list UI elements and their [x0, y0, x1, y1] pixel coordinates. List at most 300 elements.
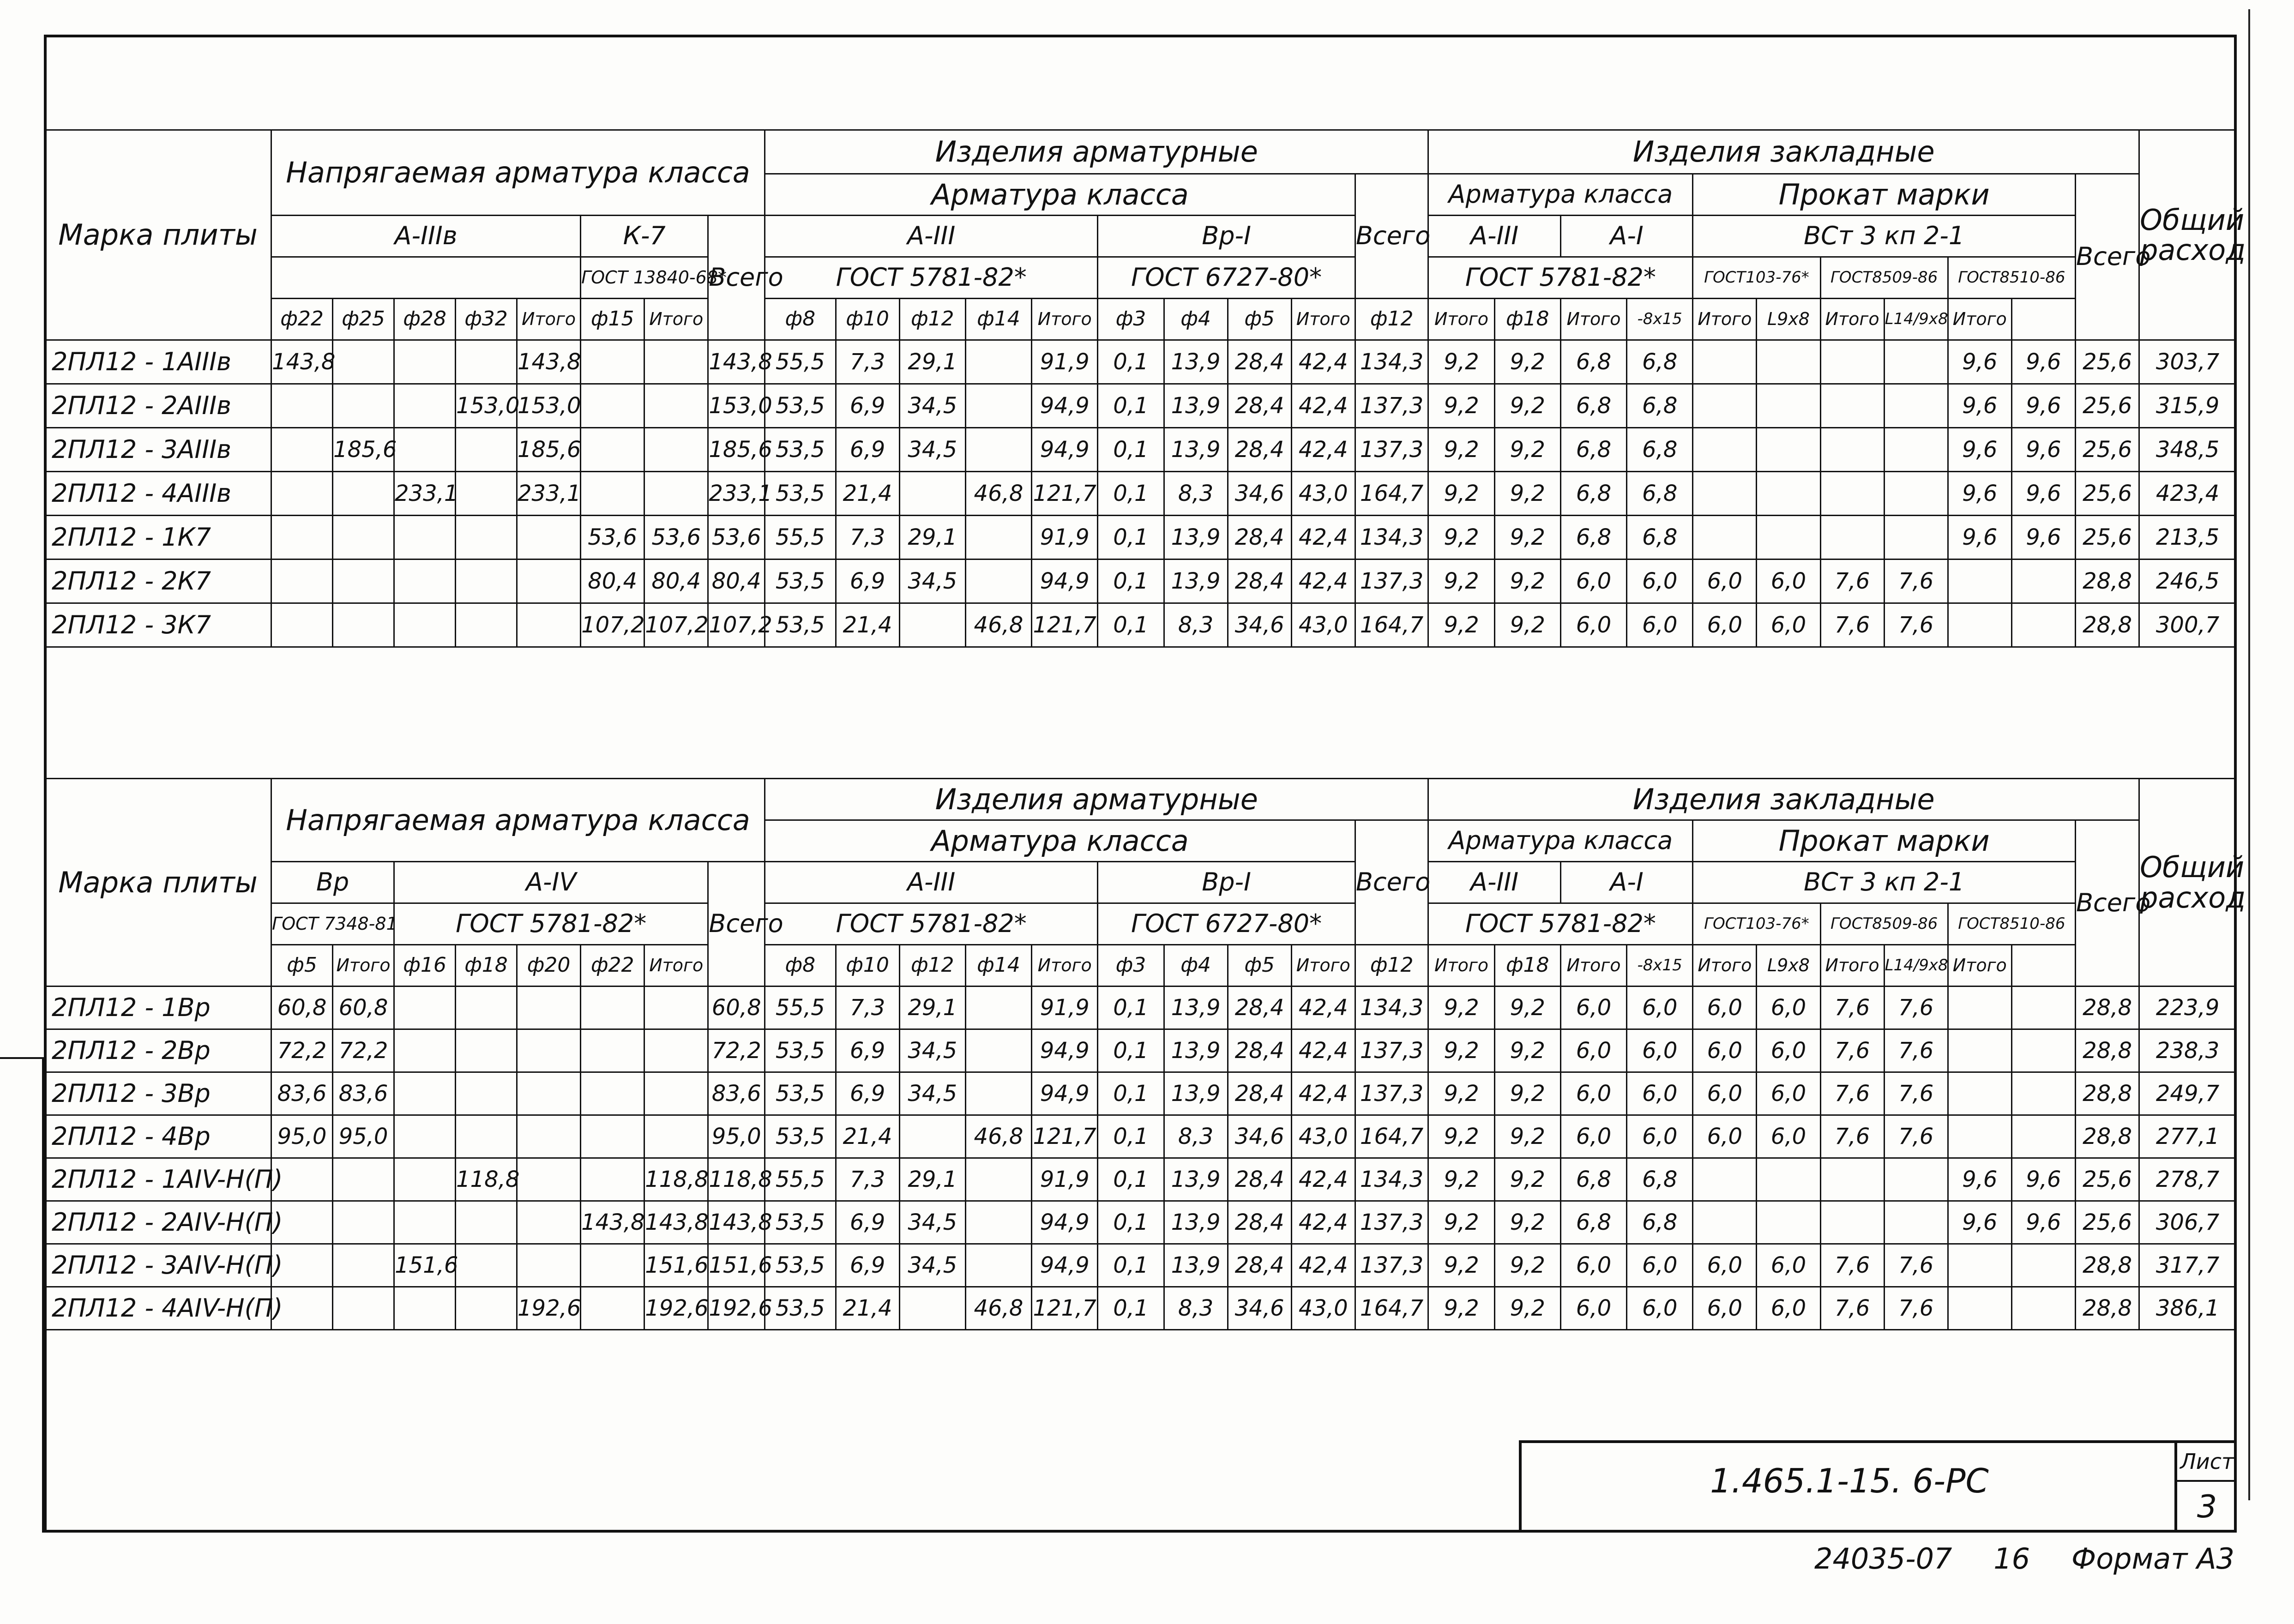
- table-cell: 151,6: [708, 1244, 765, 1287]
- table-cell: 118,8: [708, 1158, 765, 1201]
- class-a3: А-III: [765, 862, 1098, 903]
- sub-header: ф12: [899, 945, 965, 986]
- table-cell: 9,2: [1428, 472, 1494, 516]
- table-cell: 13,9: [1164, 1029, 1228, 1072]
- table-cell: [1693, 472, 1757, 516]
- table-cell: 91,9: [1032, 516, 1098, 559]
- table-cell: 83,6: [333, 1072, 394, 1115]
- table-cell: 6,8: [1627, 340, 1693, 384]
- table-cell: 6,8: [1560, 1201, 1626, 1244]
- table-row: [45, 1201, 2236, 1244]
- table-cell: 7,3: [836, 516, 899, 559]
- table-cell: 25,6: [2075, 1201, 2139, 1244]
- table-cell: [1948, 1244, 2011, 1287]
- class-a3: А-III: [765, 216, 1098, 257]
- table-cell: 6,8: [1560, 472, 1626, 516]
- table-cell: 8,3: [1164, 472, 1228, 516]
- rolled-gost-1: ГОСТ103-76*: [1693, 903, 1820, 945]
- sub-header: Итого: [1032, 299, 1098, 340]
- table-row: [45, 516, 2236, 559]
- table-cell: 9,6: [1948, 384, 2011, 428]
- gost-bp: ГОСТ 7348-81: [271, 903, 394, 945]
- table-cell: [333, 603, 394, 647]
- table-cell: 9,2: [1428, 1158, 1494, 1201]
- table-cell: 9,2: [1428, 1287, 1494, 1330]
- table-cell: 6,0: [1693, 1029, 1757, 1072]
- table-cell: 95,0: [333, 1115, 394, 1158]
- table-cell: 121,7: [1032, 603, 1098, 647]
- table-cell: [965, 1158, 1031, 1201]
- mark-header: Марка плиты: [45, 779, 271, 986]
- table-cell: [899, 472, 965, 516]
- class-bp1: Вр-I: [1098, 862, 1355, 903]
- table-cell: 7,6: [1884, 1287, 1948, 1330]
- table-cell: [456, 986, 517, 1029]
- table-cell: 95,0: [708, 1115, 765, 1158]
- table-cell: [644, 1072, 708, 1115]
- table-cell: [644, 986, 708, 1029]
- gost-a4: ГОСТ 5781-82*: [394, 903, 708, 945]
- gost-a3: ГОСТ 5781-82*: [765, 903, 1098, 945]
- table-cell: 7,3: [836, 986, 899, 1029]
- table-cell: 6,9: [836, 1029, 899, 1072]
- table-cell: 6,0: [1757, 603, 1820, 647]
- table-cell: 34,5: [899, 559, 965, 603]
- class-a4: А-IV: [394, 862, 708, 903]
- table-cell: 9,2: [1494, 1029, 1560, 1072]
- arm-all-header: Всего: [1355, 174, 1428, 299]
- table-cell: 9,6: [2011, 384, 2075, 428]
- table-cell: 80,4: [644, 559, 708, 603]
- gost-bp1: ГОСТ 6727-80*: [1098, 257, 1355, 299]
- table-cell: 249,7: [2139, 1072, 2236, 1115]
- embedded-header: Изделия закладные: [1428, 130, 2139, 174]
- table-cell: 6,8: [1627, 1158, 1693, 1201]
- table-cell: 53,5: [765, 1115, 836, 1158]
- sub-header: Итого: [1428, 299, 1494, 340]
- table-cell: [333, 472, 394, 516]
- table-cell: 6,9: [836, 428, 899, 472]
- table-cell: 0,1: [1098, 1029, 1164, 1072]
- table-cell: 9,2: [1428, 559, 1494, 603]
- sub-header: Итого: [644, 299, 708, 340]
- table-cell: 28,4: [1228, 516, 1291, 559]
- table-cell: 53,5: [765, 1029, 836, 1072]
- table-cell: 118,8: [644, 1158, 708, 1201]
- table-cell: 53,6: [644, 516, 708, 559]
- table-cell: 25,6: [2075, 472, 2139, 516]
- table-cell: [581, 986, 644, 1029]
- table-cell: [965, 384, 1031, 428]
- table-cell: [1948, 1029, 2011, 1072]
- table-cell: 9,2: [1494, 1158, 1560, 1201]
- table-cell: 13,9: [1164, 384, 1228, 428]
- table-cell: 6,0: [1693, 1072, 1757, 1115]
- table-cell: 46,8: [965, 1115, 1031, 1158]
- emb-a1: А-I: [1560, 216, 1692, 257]
- table-cell: 7,6: [1884, 1244, 1948, 1287]
- table-cell: [644, 384, 708, 428]
- table-cell: [644, 472, 708, 516]
- table-cell: 233,1: [517, 472, 580, 516]
- table-cell: [394, 384, 456, 428]
- table-cell: 164,7: [1355, 1115, 1428, 1158]
- table-cell: 143,8: [517, 340, 580, 384]
- sub-header: Итого: [1428, 945, 1494, 986]
- table-cell: [1820, 1201, 1884, 1244]
- plate-mark: 2ПЛ12 - 1Вр: [45, 986, 271, 1029]
- sub-header: ф28: [394, 299, 456, 340]
- table-cell: 6,0: [1693, 1244, 1757, 1287]
- table-cell: 6,0: [1693, 559, 1757, 603]
- emb-gost: ГОСТ 5781-82*: [1428, 257, 1693, 299]
- table-cell: 121,7: [1032, 1287, 1098, 1330]
- table-cell: 6,0: [1757, 986, 1820, 1029]
- table-cell: [517, 1072, 580, 1115]
- table-cell: [1884, 340, 1948, 384]
- class-k7: К-7: [581, 216, 708, 257]
- plate-mark: 2ПЛ12 - 4Вр: [45, 1115, 271, 1158]
- table-cell: [394, 1072, 456, 1115]
- order-number: 24035-07: [1814, 1542, 1952, 1576]
- table-cell: [271, 428, 333, 472]
- table-cell: [965, 1201, 1031, 1244]
- table-cell: 43,0: [1291, 603, 1355, 647]
- table-cell: [1884, 472, 1948, 516]
- table-cell: 28,4: [1228, 1201, 1291, 1244]
- table-cell: 53,6: [581, 516, 644, 559]
- table-cell: [899, 1287, 965, 1330]
- table-cell: 80,4: [581, 559, 644, 603]
- table-cell: [1693, 428, 1757, 472]
- table-cell: 9,2: [1428, 603, 1494, 647]
- table-cell: 53,5: [765, 559, 836, 603]
- table-cell: 60,8: [333, 986, 394, 1029]
- emb-all-header: Всего: [2075, 174, 2139, 340]
- table-cell: 34,5: [899, 1201, 965, 1244]
- sub-header: ф5: [1228, 945, 1291, 986]
- table-cell: 134,3: [1355, 516, 1428, 559]
- table-cell: 91,9: [1032, 340, 1098, 384]
- table-cell: [1948, 1072, 2011, 1115]
- table-cell: 6,0: [1560, 1115, 1626, 1158]
- table-cell: [965, 1029, 1031, 1072]
- sub-header: Итого: [1693, 945, 1757, 986]
- sub-header: Итого: [1820, 299, 1884, 340]
- table-cell: [965, 340, 1031, 384]
- edge-mark: [2248, 9, 2250, 1500]
- table-cell: 60,8: [708, 986, 765, 1029]
- table-cell: 0,1: [1098, 986, 1164, 1029]
- table-cell: 7,6: [1820, 986, 1884, 1029]
- table-cell: [581, 1244, 644, 1287]
- table-cell: 315,9: [2139, 384, 2236, 428]
- table-cell: [333, 559, 394, 603]
- table-cell: 9,2: [1494, 516, 1560, 559]
- table-cell: [333, 1287, 394, 1330]
- plate-mark: 2ПЛ12 - 4АIV-Н(П): [45, 1287, 271, 1330]
- table-cell: 28,4: [1228, 1158, 1291, 1201]
- table-cell: 6,0: [1560, 1287, 1626, 1330]
- table-cell: 7,6: [1820, 603, 1884, 647]
- sub-header: L14/9х8: [1884, 945, 1948, 986]
- table-cell: 6,8: [1627, 428, 1693, 472]
- table-cell: 9,6: [2011, 1201, 2075, 1244]
- table-cell: 21,4: [836, 603, 899, 647]
- table-cell: 233,1: [394, 472, 456, 516]
- table-cell: 107,2: [581, 603, 644, 647]
- table-cell: 7,6: [1820, 1029, 1884, 1072]
- table-cell: 6,8: [1560, 1158, 1626, 1201]
- sub-header: ф25: [333, 299, 394, 340]
- table-cell: 13,9: [1164, 340, 1228, 384]
- table-cell: 164,7: [1355, 1287, 1428, 1330]
- prestressed-all-header: Всего: [708, 216, 765, 340]
- table-cell: [965, 428, 1031, 472]
- table-cell: 0,1: [1098, 428, 1164, 472]
- table-cell: 6,0: [1560, 1072, 1626, 1115]
- sub-header: Итого: [1948, 299, 2011, 340]
- table-row: [45, 559, 2236, 603]
- table-cell: 28,8: [2075, 986, 2139, 1029]
- sub-header: Итого: [1560, 945, 1626, 986]
- table-cell: 53,5: [765, 603, 836, 647]
- rolled-steel: ВСт 3 кп 2-1: [1693, 216, 2076, 257]
- table-cell: [333, 384, 394, 428]
- sub-header: ф18: [456, 945, 517, 986]
- table-cell: 42,4: [1291, 1244, 1355, 1287]
- table-cell: 0,1: [1098, 340, 1164, 384]
- table-cell: [1693, 1201, 1757, 1244]
- table-cell: 42,4: [1291, 384, 1355, 428]
- table-cell: 13,9: [1164, 986, 1228, 1029]
- table-cell: 94,9: [1032, 1201, 1098, 1244]
- table-cell: [644, 1029, 708, 1072]
- table-cell: 153,0: [517, 384, 580, 428]
- sub-header: ф8: [765, 299, 836, 340]
- table-cell: 9,2: [1428, 1029, 1494, 1072]
- table-cell: 9,2: [1494, 559, 1560, 603]
- table-cell: 6,0: [1757, 1244, 1820, 1287]
- table-cell: [2011, 1244, 2075, 1287]
- table-row: [45, 1115, 2236, 1158]
- table-row: [45, 1158, 2236, 1201]
- table-cell: [644, 340, 708, 384]
- table-cell: [394, 516, 456, 559]
- sub-header: ф18: [1494, 945, 1560, 986]
- table-cell: 13,9: [1164, 1072, 1228, 1115]
- sub-header: ф10: [836, 299, 899, 340]
- table-cell: 42,4: [1291, 1158, 1355, 1201]
- table-cell: [394, 603, 456, 647]
- table-cell: 238,3: [2139, 1029, 2236, 1072]
- table-cell: 42,4: [1291, 1072, 1355, 1115]
- table-cell: [581, 1115, 644, 1158]
- table-cell: 9,2: [1494, 1115, 1560, 1158]
- table-cell: 6,0: [1757, 1287, 1820, 1330]
- table-cell: 0,1: [1098, 1244, 1164, 1287]
- sub-header: ф4: [1164, 299, 1228, 340]
- table-cell: 28,4: [1228, 340, 1291, 384]
- table-cell: 7,6: [1820, 1244, 1884, 1287]
- table-cell: 6,0: [1693, 1115, 1757, 1158]
- table-cell: [581, 1029, 644, 1072]
- table-cell: [1693, 1158, 1757, 1201]
- table-cell: 94,9: [1032, 1029, 1098, 1072]
- table-row: [45, 1287, 2236, 1330]
- table-cell: 9,2: [1494, 1244, 1560, 1287]
- sub-header: ф22: [581, 945, 644, 986]
- table-cell: 28,8: [2075, 1244, 2139, 1287]
- plate-mark: 2ПЛ12 - 2К7: [45, 559, 271, 603]
- table-cell: [1757, 428, 1820, 472]
- table-cell: 34,5: [899, 428, 965, 472]
- table-cell: 6,9: [836, 1201, 899, 1244]
- table-cell: 53,5: [765, 428, 836, 472]
- table-cell: 6,8: [1560, 428, 1626, 472]
- table-cell: 6,9: [836, 1244, 899, 1287]
- table-cell: 53,5: [765, 472, 836, 516]
- table-cell: 0,1: [1098, 559, 1164, 603]
- sub-header: Итого: [1291, 945, 1355, 986]
- prestressed-header: Напрягаемая арматура класса: [271, 130, 765, 216]
- table-cell: 137,3: [1355, 1201, 1428, 1244]
- emb-a1: А-I: [1560, 862, 1692, 903]
- table-cell: 42,4: [1291, 1201, 1355, 1244]
- table-cell: [271, 472, 333, 516]
- table-cell: [1757, 1158, 1820, 1201]
- sub-header: Итого: [644, 945, 708, 986]
- table-cell: [517, 1158, 580, 1201]
- table-cell: 46,8: [965, 1287, 1031, 1330]
- sub-header: L9х8: [1757, 299, 1820, 340]
- table-cell: 6,0: [1757, 559, 1820, 603]
- table-cell: 134,3: [1355, 1158, 1428, 1201]
- table-cell: [517, 1244, 580, 1287]
- table-cell: 7,6: [1820, 1287, 1884, 1330]
- table-cell: 0,1: [1098, 1158, 1164, 1201]
- table-cell: [456, 559, 517, 603]
- sub-header: Итого: [517, 299, 580, 340]
- table-cell: [2011, 1287, 2075, 1330]
- table-cell: 0,1: [1098, 472, 1164, 516]
- table-cell: [271, 559, 333, 603]
- arm-class-header: Арматура класса: [765, 174, 1355, 216]
- table-cell: 6,0: [1627, 1029, 1693, 1072]
- table-cell: [456, 1029, 517, 1072]
- table-cell: 53,5: [765, 1072, 836, 1115]
- table-cell: 34,6: [1228, 472, 1291, 516]
- table-cell: 107,2: [644, 603, 708, 647]
- table-1: [44, 129, 2246, 648]
- sub-header: Итого: [1948, 945, 2011, 986]
- table-2-rows: [45, 986, 2236, 1330]
- table-cell: 9,6: [1948, 472, 2011, 516]
- embedded-header: Изделия закладные: [1428, 779, 2139, 820]
- table-2: [44, 778, 2246, 1330]
- plate-mark: 2ПЛ12 - 1К7: [45, 516, 271, 559]
- table-cell: 300,7: [2139, 603, 2236, 647]
- title-block: [1519, 1440, 2237, 1533]
- table-cell: 6,9: [836, 1072, 899, 1115]
- table-cell: 164,7: [1355, 603, 1428, 647]
- table-cell: 9,2: [1428, 1115, 1494, 1158]
- table-cell: [2011, 603, 2075, 647]
- table-row: [45, 1072, 2236, 1115]
- table-cell: 423,4: [2139, 472, 2236, 516]
- table-cell: 9,2: [1494, 384, 1560, 428]
- table-cell: [517, 516, 580, 559]
- table-cell: 53,5: [765, 1287, 836, 1330]
- table-cell: 121,7: [1032, 472, 1098, 516]
- table-cell: 192,6: [517, 1287, 580, 1330]
- table-cell: [1884, 1201, 1948, 1244]
- table-cell: [456, 516, 517, 559]
- table-cell: 91,9: [1032, 1158, 1098, 1201]
- table-cell: [456, 472, 517, 516]
- table-cell: 143,8: [644, 1201, 708, 1244]
- table-cell: 7,6: [1820, 1115, 1884, 1158]
- table-cell: 34,6: [1228, 1287, 1291, 1330]
- table-cell: 25,6: [2075, 1158, 2139, 1201]
- table-cell: 55,5: [765, 340, 836, 384]
- table-cell: 121,7: [1032, 1115, 1098, 1158]
- table-cell: 28,4: [1228, 559, 1291, 603]
- arm-items-header: Изделия арматурные: [765, 779, 1428, 820]
- table-cell: 134,3: [1355, 340, 1428, 384]
- table-cell: [394, 1029, 456, 1072]
- table-cell: 7,6: [1884, 603, 1948, 647]
- table-cell: [1948, 603, 2011, 647]
- table-cell: 6,8: [1560, 384, 1626, 428]
- table-cell: 278,7: [2139, 1158, 2236, 1201]
- table-cell: [456, 1201, 517, 1244]
- table-cell: 6,8: [1627, 516, 1693, 559]
- table-cell: 29,1: [899, 516, 965, 559]
- table-cell: 28,8: [2075, 603, 2139, 647]
- table-cell: 151,6: [394, 1244, 456, 1287]
- table-cell: 9,2: [1494, 340, 1560, 384]
- table-cell: 13,9: [1164, 1158, 1228, 1201]
- table-cell: [2011, 1115, 2075, 1158]
- prestressed-all-header: Всего: [708, 862, 765, 986]
- table-cell: 9,6: [1948, 1201, 2011, 1244]
- table-cell: 143,8: [271, 340, 333, 384]
- sub-header: ф12: [1355, 299, 1428, 340]
- class-bp: Вр: [271, 862, 394, 903]
- table-cell: 6,8: [1560, 516, 1626, 559]
- table-cell: 29,1: [899, 340, 965, 384]
- table-cell: 83,6: [271, 1072, 333, 1115]
- table-cell: 34,5: [899, 1029, 965, 1072]
- table-cell: 9,2: [1428, 1201, 1494, 1244]
- class-bp1: Вр-I: [1098, 216, 1355, 257]
- emb-all-header: Всего: [2075, 820, 2139, 986]
- table-cell: [517, 603, 580, 647]
- table-cell: 43,0: [1291, 1287, 1355, 1330]
- table-cell: 153,0: [708, 384, 765, 428]
- table-cell: [517, 986, 580, 1029]
- table-cell: [1884, 516, 1948, 559]
- emb-a3: А-III: [1428, 862, 1560, 903]
- table-cell: 9,2: [1494, 472, 1560, 516]
- table-cell: [456, 428, 517, 472]
- table-cell: 46,8: [965, 603, 1031, 647]
- blank-gost-a3v: [271, 257, 581, 299]
- table-cell: 192,6: [708, 1287, 765, 1330]
- table-cell: [1884, 428, 1948, 472]
- table-cell: 317,7: [2139, 1244, 2236, 1287]
